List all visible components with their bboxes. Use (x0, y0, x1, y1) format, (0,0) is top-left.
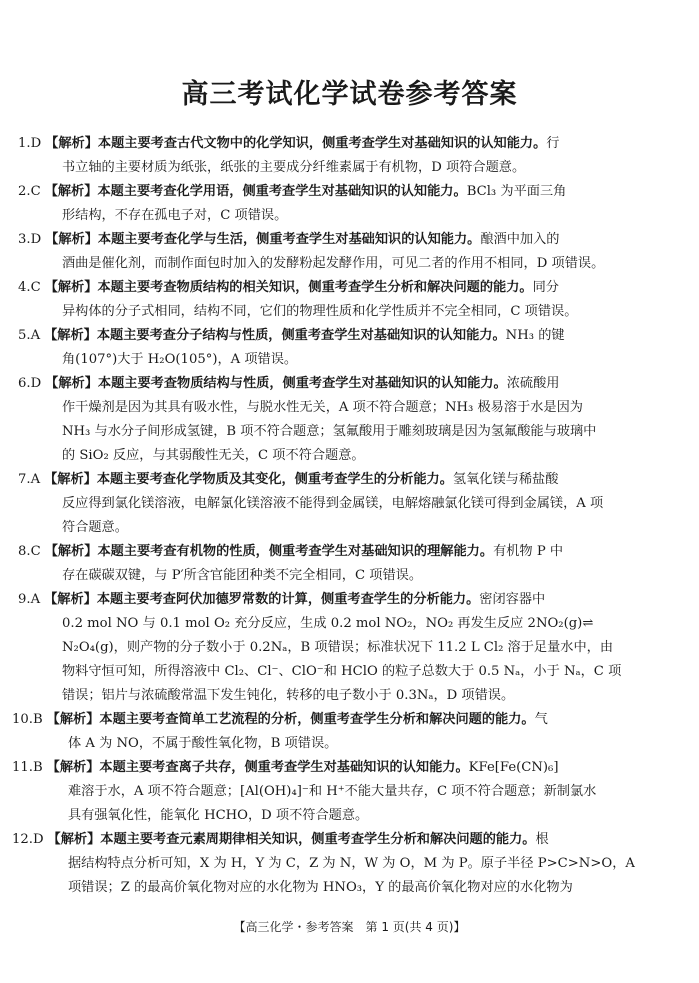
answer-line (18, 588, 660, 612)
analysis-tag: 【解析】 (44, 592, 97, 607)
answer-number: 12.D (12, 832, 44, 847)
analysis-text: 反应得到氯化镁溶液，电解氯化镁溶液不能得到金属镁，电解熔融氯化镁可得到金属镁，A 项 (62, 496, 604, 511)
analysis-text: 据结构特点分析可知，X 为 H，Y 为 C，Z 为 N，W 为 O，M 为 P。原子半径 P>C>N>O，A (68, 856, 635, 871)
analysis-lead: 本题主要考查古代文物中的化学知识，侧重考查学生对基础知识的认知能力。 (97, 136, 547, 151)
analysis-lead: 本题主要考查离子共存，侧重考查学生对基础知识的认知能力。 (99, 760, 469, 775)
analysis-lead: 本题主要考查物质结构的相关知识，侧重考查学生分析和解决问题的能力。 (97, 280, 533, 295)
analysis-lead: 本题主要考查分子结构与性质，侧重考查学生对基础知识的认知能力。 (96, 328, 506, 343)
analysis-tag: 【解析】 (45, 376, 98, 391)
analysis-tag: 【解析】 (44, 328, 97, 343)
analysis-text: 0.2 mol NO 与 0.1 mol O₂ 充分反应，生成 0.2 mol NO₂，NO₂ 再发生反应 2NO₂(g)⇌ (62, 616, 594, 631)
answer-line (12, 708, 660, 732)
answer-item (12, 828, 660, 900)
answer-number: 4.C (18, 280, 41, 295)
analysis-tag: 【解析】 (46, 712, 100, 727)
analysis-text: 书立轴的主要材质为纸张，纸张的主要成分纤维素属于有机物，D 项符合题意。 (62, 160, 526, 175)
analysis-lead: 本题主要考查化学用语，侧重考查学生对基础知识的认知能力。 (97, 184, 467, 199)
answer-line (18, 132, 660, 156)
analysis-text: KFe[Fe(CN)₆] (468, 760, 559, 775)
analysis-tag: 【解析】 (46, 760, 100, 775)
analysis-lead: 本题主要考查简单工艺流程的分析，侧重考查学生分析和解决问题的能力。 (99, 712, 535, 727)
analysis-tag: 【解析】 (45, 136, 98, 151)
analysis-text: 错误；铝片与浓硫酸常温下发生钝化，转移的电子数小于 0.3Nₐ，D 项错误。 (62, 688, 515, 703)
answer-number: 8.C (18, 544, 41, 559)
answer-item (18, 132, 660, 180)
answer-line (18, 468, 660, 492)
analysis-text: 酿酒中加入的 (480, 232, 560, 247)
analysis-lead: 本题主要考查阿伏加德罗常数的计算，侧重考查学生的分析能力。 (96, 592, 480, 607)
answer-item (18, 588, 660, 708)
analysis-tag: 【解析】 (44, 280, 98, 295)
analysis-text: 密闭容器中 (479, 592, 546, 607)
analysis-text: 异构体的分子式相同，结构不同，它们的物理性质和化学性质并不完全相同，C 项错误。 (62, 304, 578, 319)
answer-number: 3.D (18, 232, 42, 247)
analysis-tag: 【解析】 (44, 544, 98, 559)
analysis-text: 氢氧化镁与稀盐酸 (452, 472, 559, 487)
answer-number: 1.D (18, 136, 42, 151)
answer-line (18, 372, 660, 396)
analysis-lead: 本题主要考查化学与生活，侧重考查学生对基础知识的认知能力。 (97, 232, 481, 247)
page-title: 高三考试化学试卷参考答案 (181, 79, 518, 110)
analysis-text: 行 (546, 136, 560, 151)
analysis-text: 有机物 P 中 (493, 544, 564, 559)
analysis-text: BCl₃ 为平面三角 (466, 184, 567, 199)
analysis-text: 具有强氧化性，能氧化 HCHO，D 项不符合题意。 (68, 808, 369, 823)
answer-list (12, 132, 660, 900)
analysis-text: 的 SiO₂ 反应，与其弱酸性无关，C 项不符合题意。 (62, 448, 365, 463)
analysis-text: 同分 (532, 280, 559, 295)
answer-line (12, 828, 660, 852)
analysis-tag: 【解析】 (44, 184, 98, 199)
analysis-text: N₂O₄(g)，则产物的分子数小于 0.2Nₐ，B 项错误；标准状况下 11.2 L Cl₂ 溶于足量水中，由 (62, 640, 614, 655)
analysis-text: 气 (534, 712, 548, 727)
answer-line (18, 324, 660, 348)
answer-line (12, 756, 660, 780)
analysis-text: 难溶于水，A 项不符合题意；[Al(OH)₄]⁻和 H⁺不能大量共存，C 项不符合题意；新制氯水 (68, 784, 597, 799)
answer-item (18, 372, 660, 468)
analysis-text: 物料守恒可知，所得溶液中 Cl₂、Cl⁻、ClO⁻和 HClO 的粒子总数大于 0.5 Nₐ，小于 Nₐ，C 项 (62, 664, 622, 679)
answer-item (18, 276, 660, 324)
answer-item (12, 708, 660, 756)
analysis-tag: 【解析】 (47, 832, 101, 847)
analysis-text: 形结构，不存在孤电子对，C 项错误。 (62, 208, 288, 223)
analysis-text: 角(107°)大于 H₂O(105°)，A 项错误。 (62, 352, 298, 367)
analysis-text: 项错误；Z 的最高价氧化物对应的水化物为 HNO₃，Y 的最高价氧化物对应的水化物为 (68, 880, 573, 895)
answer-number: 2.C (18, 184, 41, 199)
analysis-text: 存在碳碳双键，与 P′所含官能团种类不完全相同，C 项错误。 (62, 568, 423, 583)
analysis-text: 根 (535, 832, 549, 847)
analysis-lead: 本题主要考查元素周期律相关知识，侧重考查学生分析和解决问题的能力。 (100, 832, 536, 847)
answer-item (12, 756, 660, 828)
analysis-text: 体 A 为 NO，不属于酸性氧化物，B 项错误。 (68, 736, 338, 751)
page-footer: 【高三化学・参考答案 第 1 页(共 4 页)】 (233, 920, 466, 934)
analysis-text: 符合题意。 (62, 520, 128, 535)
analysis-text: NH₃ 与水分子间形成氢键，B 项不符合题意；氢氟酸用于雕刻玻璃是因为氢氟酸能与玻璃中 (62, 424, 597, 439)
answer-line (18, 540, 660, 564)
answer-line (18, 228, 660, 252)
analysis-lead: 本题主要考查化学物质及其变化，侧重考查学生的分析能力。 (96, 472, 453, 487)
analysis-lead: 本题主要考查物质结构与性质，侧重考查学生对基础知识的认知能力。 (97, 376, 507, 391)
answer-number: 6.D (18, 376, 42, 391)
analysis-text: 酒曲是催化剂，而制作面包时加入的发酵粉起发酵作用，可见二者的作用不相同，D 项错误。 (62, 256, 605, 271)
analysis-text: 浓硫酸用 (506, 376, 560, 391)
answer-item (18, 540, 660, 588)
analysis-text: NH₃ 的键 (505, 328, 565, 343)
analysis-text: 作干燥剂是因为其具有吸水性，与脱水性无关，A 项不符合题意；NH₃ 极易溶于水是因为 (62, 400, 583, 415)
answer-item (18, 468, 660, 540)
answer-line (18, 276, 660, 300)
analysis-lead: 本题主要考查有机物的性质，侧重考查学生对基础知识的理解能力。 (97, 544, 494, 559)
answer-number: 10.B (12, 712, 43, 727)
answer-item (18, 324, 660, 372)
analysis-tag: 【解析】 (45, 232, 98, 247)
answer-number: 11.B (12, 760, 43, 775)
answer-item (18, 228, 660, 276)
analysis-tag: 【解析】 (44, 472, 97, 487)
answer-line (18, 180, 660, 204)
answer-item (18, 180, 660, 228)
